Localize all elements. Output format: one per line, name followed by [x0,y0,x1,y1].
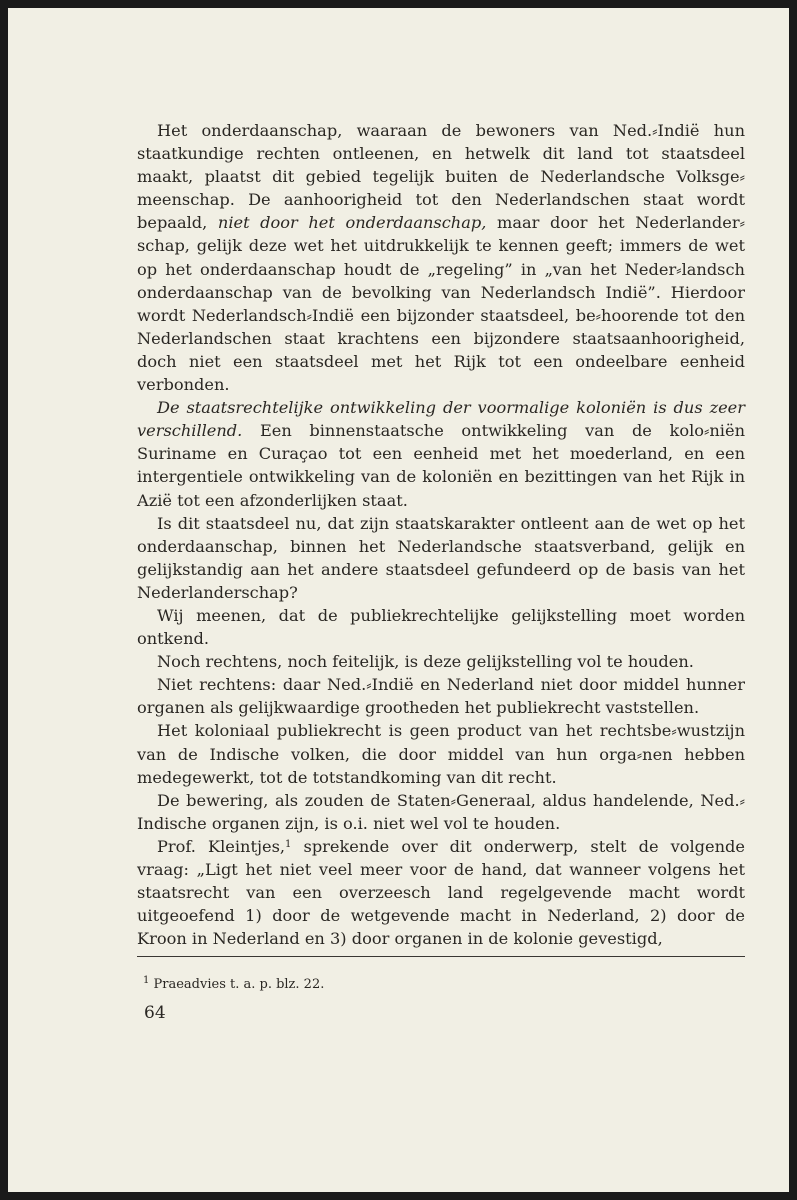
italic-text: niet door het onderdaanschap, [217,213,487,233]
text-segment: Het onderdaanschap, waaraan de bewoners van Ned.⸗Indië hun staatkundige rechten ontleenen, en hetwelk dit land tot staatsdeel maakt, plaatst dit gebied tegelijk buiten de Nederlandsche Volksge⸗meenschap. De aanhoorigheid tot den Nederlandschen staat wordt bepaald, [137,121,745,233]
paragraph [137,673,745,719]
text-segment: Niet rechtens: daar Ned.⸗Indië en Nederland niet door middel hunner organen als gelijkwaardige grootheden het publiekrecht vaststellen. [137,675,745,718]
footnote-divider [137,956,745,957]
text-segment: De bewering, als zouden de Staten⸗Generaal, aldus handelende, Ned.⸗Indische organen zijn, is o.i. niet wel vol te houden. [137,790,745,833]
footnote-text: Praeadvies t. a. p. blz. 22. [153,977,325,992]
text-segment: Is dit staatsdeel nu, dat zijn staatskarakter ontleent aan de wet op het onderdaanschap, binnen het Nederlandsche staatsverband, gelijk en gelijkstandig aan het andere staatsdeel gefundeerd op de basis van het Nederlanderschap? [137,513,745,602]
book-page [8,8,789,1192]
paragraph [137,512,745,604]
body-text [137,119,745,950]
footnote-reference: 1 [285,838,292,850]
text-segment: sprekende over dit onderwerp, stelt de volgende vraag: „Ligt het niet veel meer voor de hand, dat wanneer volgens het staatsrecht van een overzeesch land regelgevende macht wordt uitgeoefend 1) door de wetgevende macht in Nederland, 2) door de Kroon in Nederland en 3) door organen in de kolonie gevestigd, [137,836,745,949]
paragraph [137,119,745,396]
paragraph [137,650,745,673]
text-segment: maar door het Nederlander⸗schap, gelijk deze wet het uitdrukkelijk te kennen geeft; immers de wet op het onderdaanschap houdt de „regeling” in „van het Neder⸗landsch onderdaanschap van de bevolking van Nederlandsch Indië”. Hierdoor wordt Nederlandsch⸗Indië een bijzonder staatsdeel, be⸗hoorende tot den Nederlandschen staat krachtens een bijzondere staatsaanhoorigheid, doch niet een staatsdeel met het Rijk tot een ondeelbare eenheid verbonden. [137,213,746,395]
italic-text: De staatsrechtelijke ontwikkeling der voormalige koloniën is dus zeer verschillend. [137,398,745,441]
footnote [143,976,743,994]
text-segment: Het koloniaal publiekrecht is geen product van het rechtsbe⸗wustzijn van de Indische volken, die door middel van hun orga⸗nen hebben medegewerkt, tot de totstandkoming van dit recht. [137,721,745,787]
text-segment: Wij meenen, dat de publiekrechtelijke gelijkstelling moet worden ontkend. [137,605,745,649]
text-segment: Een binnenstaatsche ontwikkeling van de kolo⸗niën Suriname en Curaçao tot een eenheid met het moederland, en een intergentiele ontwikkeling van de koloniën en bezittingen van het Rijk in Azië tot een afzonderlijken staat. [137,421,745,510]
footnote-marker: 1 [143,975,150,986]
paragraph [137,604,745,650]
paragraph [137,719,745,788]
page-number: 64 [144,1003,166,1023]
text-segment: Prof. Kleintjes, [157,836,286,856]
paragraph [137,396,745,511]
paragraph [137,835,745,950]
paragraph [137,789,745,835]
text-segment: Noch rechtens, noch feitelijk, is deze gelijkstelling vol te houden. [157,652,694,672]
